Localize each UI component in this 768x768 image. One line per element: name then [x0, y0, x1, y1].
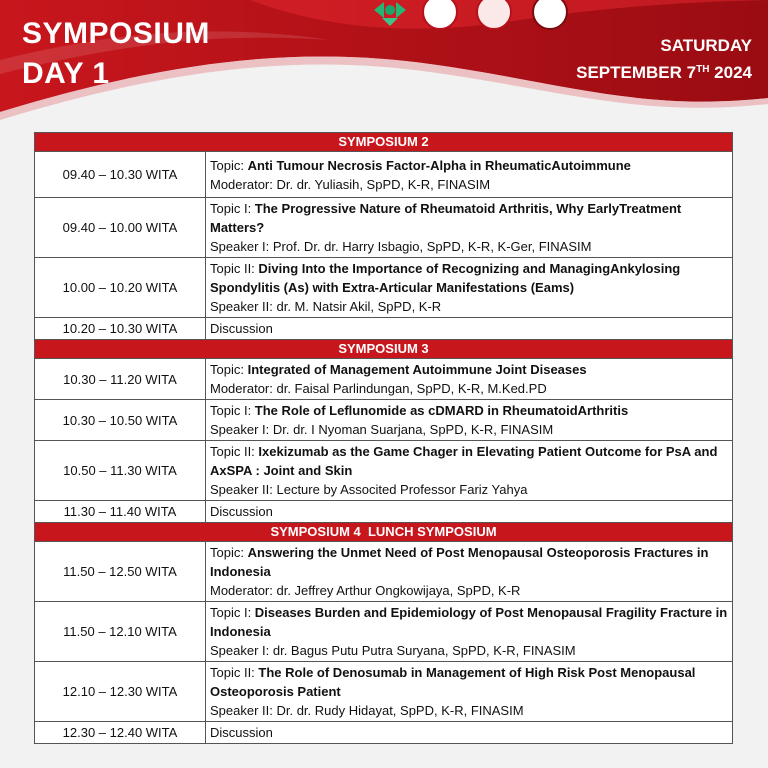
session-time: 09.40 – 10.00 WITA: [35, 198, 206, 258]
session-time: 10.30 – 11.20 WITA: [35, 359, 206, 400]
table-row: [35, 662, 733, 722]
session-details: Topic: Answering the Unmet Need of Post Menopausal Osteoporosis Fractures in Indonesia Moderator: dr. Jeffrey Arthur Ongkowijaya, SpPD, K-R: [206, 542, 733, 602]
session-time: 12.30 – 12.40 WITA: [35, 722, 206, 744]
table-row: [35, 602, 733, 662]
section-header-symposium-2: SYMPOSIUM 2: [35, 133, 733, 152]
kemenkes-logo: [370, 0, 410, 30]
table-row: [35, 258, 733, 318]
event-date: [576, 34, 752, 85]
table-row: [35, 501, 733, 523]
session-details: Discussion: [206, 318, 733, 340]
session-details: Topic I: The Role of Leflunomide as cDMARD in RheumatoidArthritis Speaker I: Dr. dr. I Nyoman Suarjana, SpPD, K-R, FINASIM: [206, 400, 733, 441]
society-seal-logo: [476, 0, 512, 30]
partner-logos: [368, 0, 578, 40]
session-details: Topic II: Ixekizumab as the Game Chager in Elevating Patient Outcome for PsA and AxSPA : Joint and Skin Speaker II: Lecture by Associted Professor Fariz Yahya: [206, 441, 733, 501]
table-row: [35, 722, 733, 744]
page-title: [22, 14, 210, 94]
session-time: 12.10 – 12.30 WITA: [35, 662, 206, 722]
session-time: 09.40 – 10.30 WITA: [35, 152, 206, 198]
title-line-1: SYMPOSIUM: [22, 17, 210, 50]
session-time: 11.50 – 12.10 WITA: [35, 602, 206, 662]
session-time: 10.50 – 11.30 WITA: [35, 441, 206, 501]
session-time: 11.50 – 12.50 WITA: [35, 542, 206, 602]
ira-indonesia-logo: [532, 0, 568, 30]
session-time: 10.30 – 10.50 WITA: [35, 400, 206, 441]
event-full-date: SEPTEMBER 7TH 2024: [576, 63, 752, 82]
event-day: SATURDAY: [660, 36, 752, 55]
pabdi-logo: [422, 0, 458, 30]
table-row: [35, 359, 733, 400]
session-time: 10.20 – 10.30 WITA: [35, 318, 206, 340]
table-row: [35, 542, 733, 602]
schedule-table: [34, 132, 733, 744]
session-details: Topic II: Diving Into the Importance of Recognizing and ManagingAnkylosing Spondylitis (As) with Extra-Articular Manifestations (Eams) Speaker II: dr. M. Natsir Akil, SpPD, K-R: [206, 258, 733, 318]
session-details: Topic I: Diseases Burden and Epidemiology of Post Menopausal Fragility Fracture in Indonesia Speaker I: dr. Bagus Putu Putra Suryana, SpPD, K-R, FINASIM: [206, 602, 733, 662]
session-details: Topic I: The Progressive Nature of Rheumatoid Arthritis, Why EarlyTreatment Matters? Speaker I: Prof. Dr. dr. Harry Isbagio, SpPD, K-R, K-Ger, FINASIM: [206, 198, 733, 258]
section-header-symposium-3: SYMPOSIUM 3: [35, 340, 733, 359]
table-row: [35, 318, 733, 340]
session-details: Topic: Anti Tumour Necrosis Factor-Alpha in RheumaticAutoimmune Moderator: Dr. dr. Yuliasih, SpPD, K-R, FINASIM: [206, 152, 733, 198]
table-row: [35, 400, 733, 441]
table-row: [35, 152, 733, 198]
title-line-2: DAY 1: [22, 57, 110, 90]
session-details: Discussion: [206, 722, 733, 744]
section-header-symposium-4: SYMPOSIUM 4 LUNCH SYMPOSIUM: [35, 523, 733, 542]
session-details: Topic II: The Role of Denosumab in Management of High Risk Post Menopausal Osteoporosis Patient Speaker II: Dr. dr. Rudy Hidayat, SpPD, K-R, FINASIM: [206, 662, 733, 722]
table-row: [35, 198, 733, 258]
session-time: 11.30 – 11.40 WITA: [35, 501, 206, 523]
table-row: [35, 441, 733, 501]
session-details: Discussion: [206, 501, 733, 523]
session-time: 10.00 – 10.20 WITA: [35, 258, 206, 318]
session-details: Topic: Integrated of Management Autoimmune Joint Diseases Moderator: dr. Faisal Parlindungan, SpPD, K-R, M.Ked.PD: [206, 359, 733, 400]
